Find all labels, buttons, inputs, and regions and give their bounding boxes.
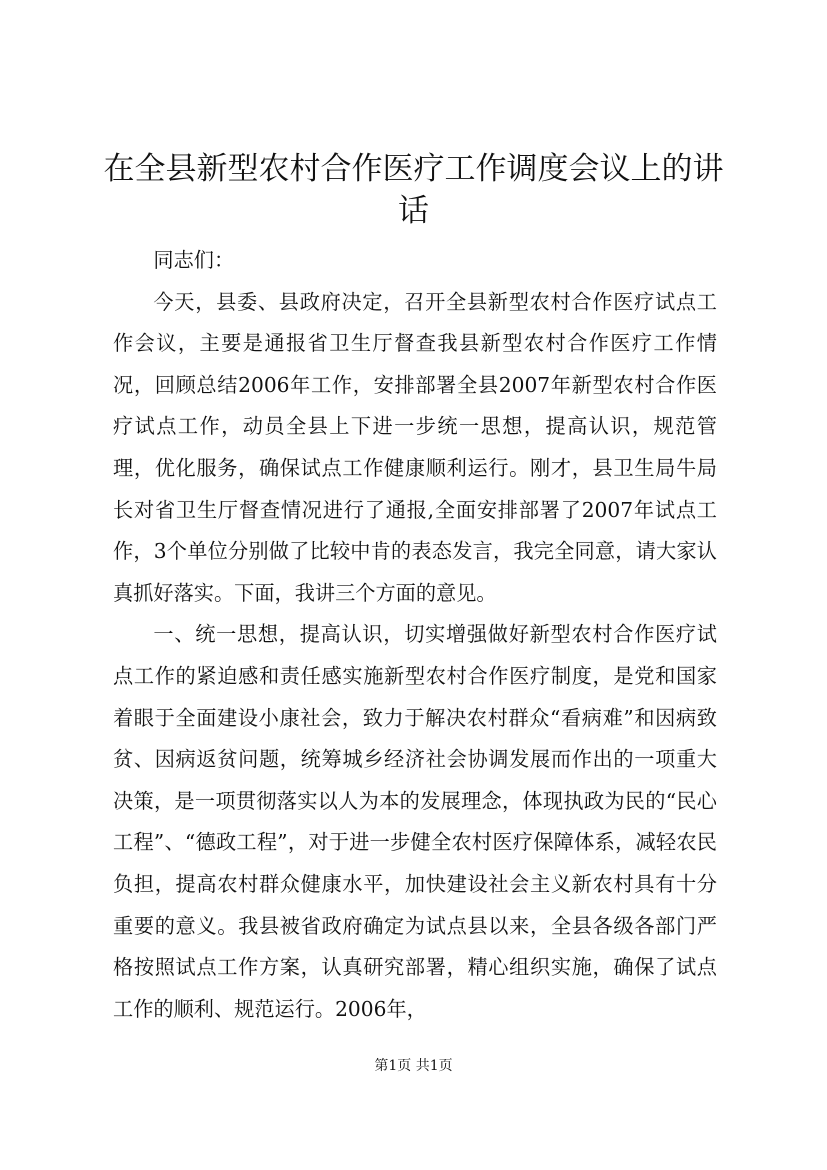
document-body bbox=[113, 240, 717, 1030]
greeting: 同志们： bbox=[153, 248, 235, 272]
page-footer: 第1页 共1页 bbox=[374, 1058, 453, 1074]
paragraph-1: 今天，县委、县政府决定，召开全县新型农村合作医疗试点工作会议，主要是通报省卫生厅督查我县新型农村合作医疗工作情况，回顾总结2006年工作，安排部署全县2007年新型农村合作医疗试点工作，动员全县上下进一步统一思想，提高认识，规范管理，优化服务，确保试点工作健康顺利运行。刚才，县卫生局牛局长对省卫生厅督查情况进行了通报,全面安排部署了2007年试点工作，3个单位分别做了比较中肯的表态发言，我完全同意，请大家认真抓好落实。下面，我讲三个方面的意见。 bbox=[113, 289, 717, 605]
document-title: 在全县新型农村合作医疗工作调度会议上的讲话 bbox=[103, 151, 724, 229]
paragraph-2: 一、统一思想，提高认识，切实增强做好新型农村合作医疗试点工作的紧迫感和责任感实施新型农村合作医疗制度，是党和国家着眼于全面建设小康社会，致力于解决农村群众“看病难”和因病致贫、因病返贫问题，统筹城乡经济社会协调发展而作出的一项重大决策，是一项贯彻落实以人为本的发展理念，体现执政为民的“民心工程”、“德政工程”，对于进一步健全农村医疗保障体系，减轻农民负担，提高农村群众健康水平，加快建设社会主义新农村具有十分重要的意义。我县被省政府确定为试点县以来，全县各级各部门严格按照试点工作方案，认真研究部署，精心组织实施，确保了试点工作的顺利、规范运行。2006年， bbox=[113, 622, 717, 1021]
